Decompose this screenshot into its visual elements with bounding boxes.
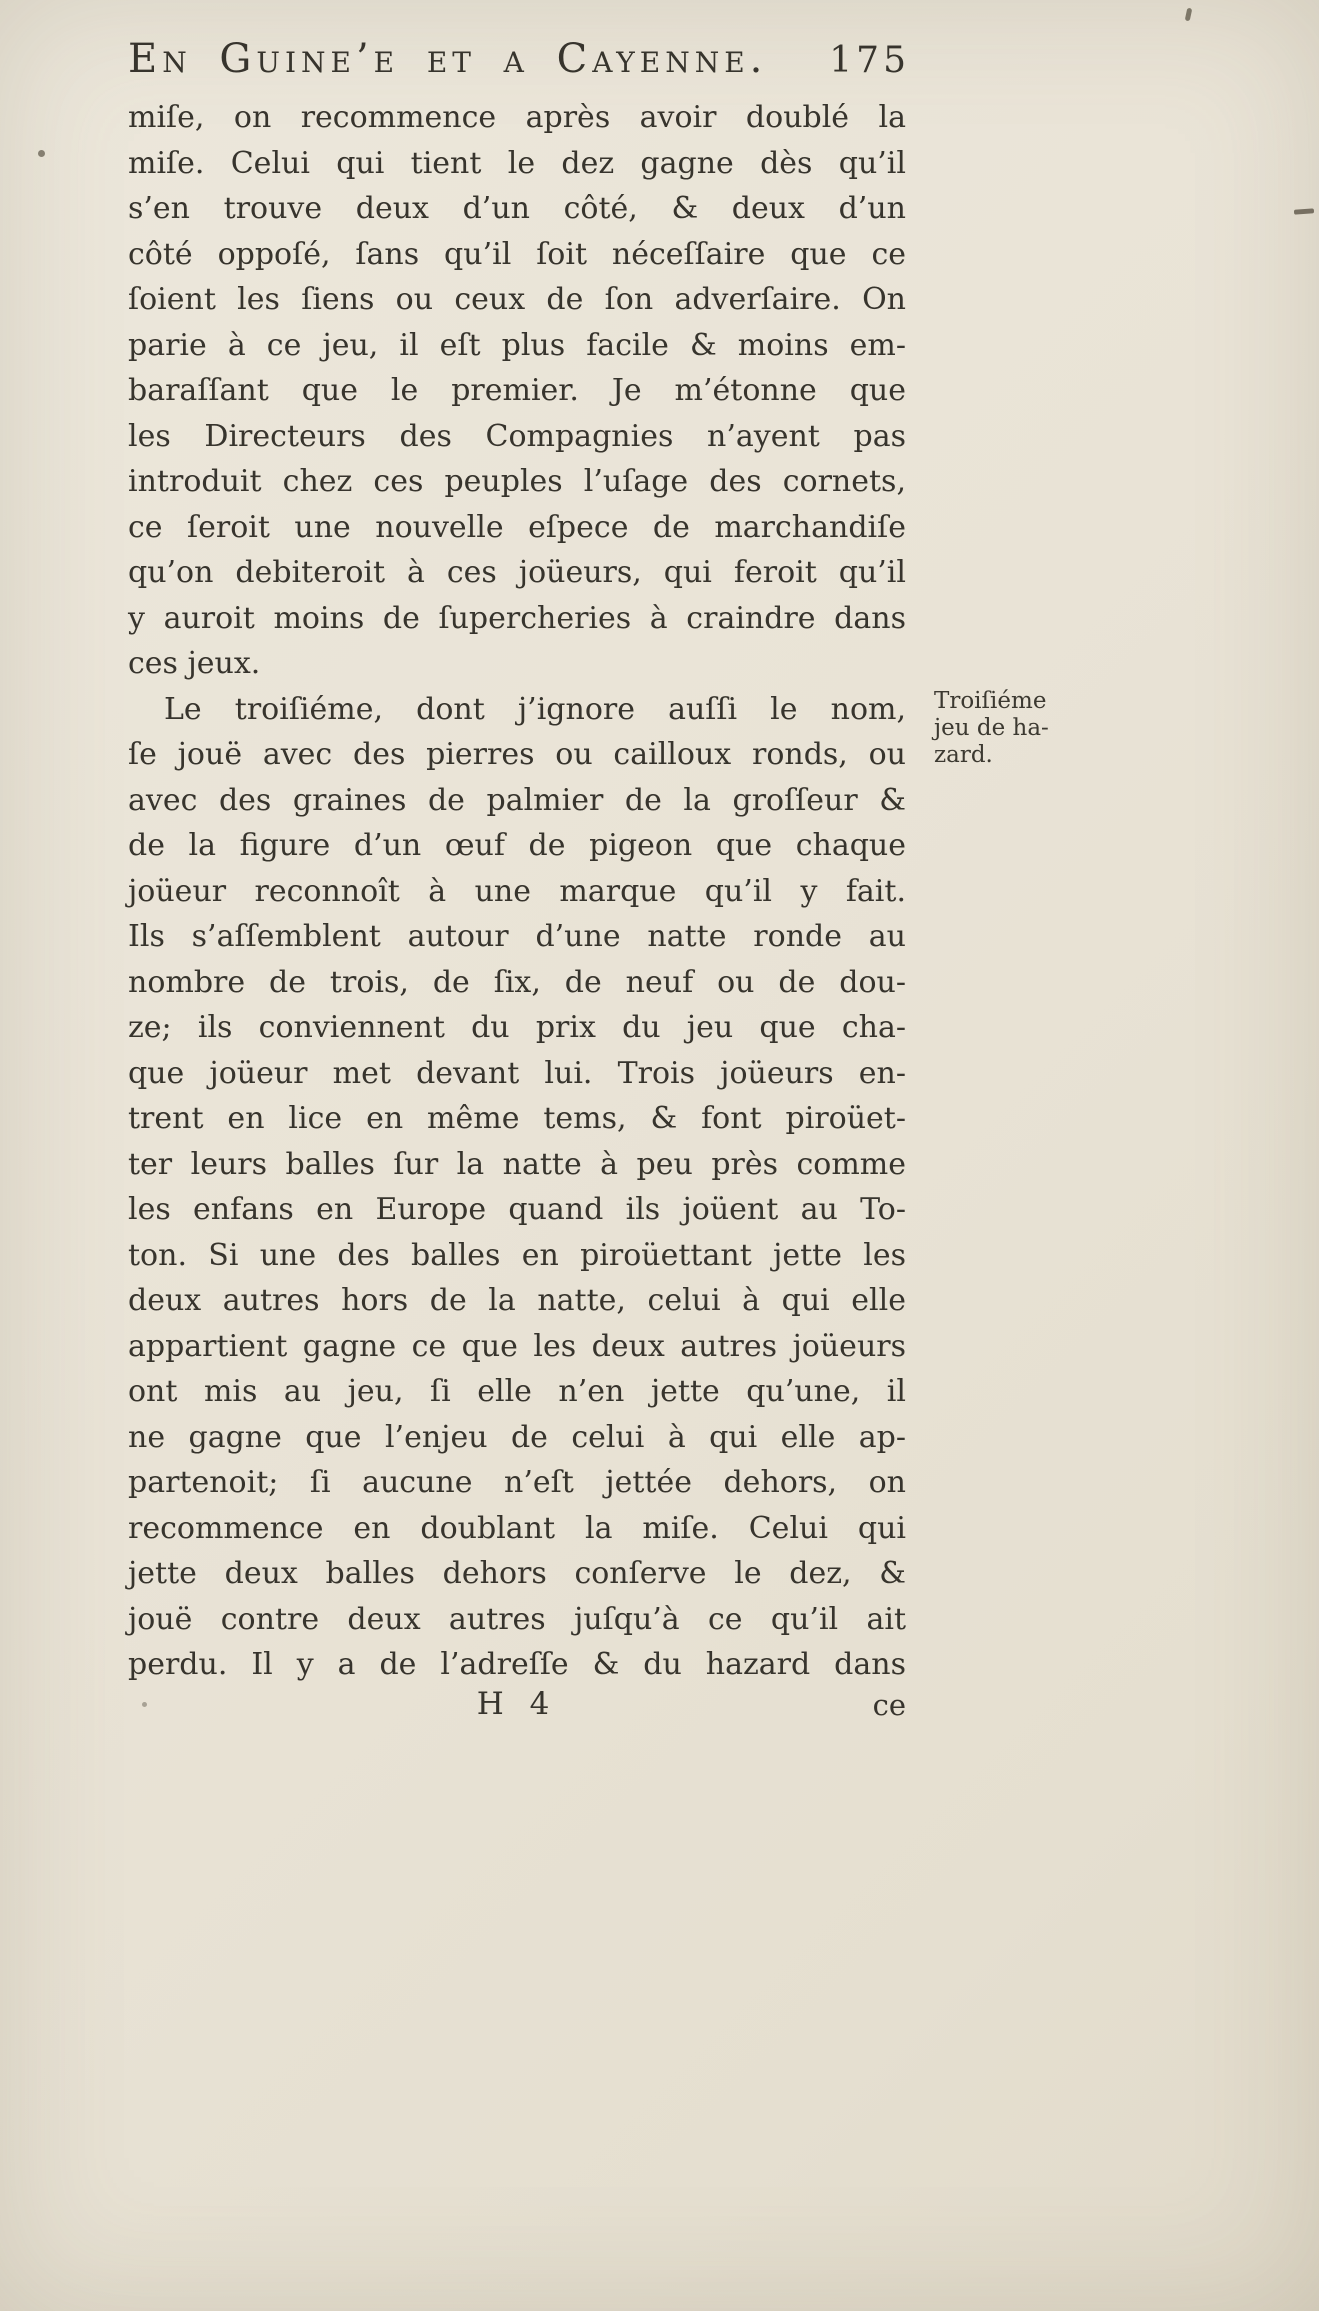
text-line: ont mis au jeu, ſi elle n’en jette qu’une, il: [128, 1374, 906, 1409]
text-line: trent en lice en même tems, & font piroüet-: [128, 1101, 906, 1136]
page-footer: [128, 1686, 906, 1736]
text-line: ces jeux.: [128, 646, 261, 681]
text-line: jouë contre deux autres juſqu’à ce qu’il ait: [128, 1601, 906, 1637]
text-line: ne gagne que l’enjeu de celui à qui elle ap-: [128, 1419, 906, 1455]
text-line: Le troiſiéme, dont j’ignore auſſi le nom,: [164, 691, 906, 727]
text-line: ton. Si une des balles en piroüettant jette les: [128, 1237, 906, 1273]
scan-artifact: [1294, 208, 1314, 214]
running-title: En Guine’e et a Cayenne.: [128, 36, 768, 82]
text-line: ze; ils conviennent du prix du jeu que cha-: [128, 1010, 906, 1045]
text-line: côté oppoſé, ſans qu’il ſoit néceſſaire que ce: [128, 236, 906, 272]
text-line: ſe jouë avec des pierres ou cailloux ronds, ou: [128, 737, 906, 772]
text-line: les enfans en Europe quand ils joüent au To-: [128, 1192, 906, 1227]
text-line: partenoit; ſi aucune n’eſt jettée dehors, on: [128, 1465, 906, 1500]
text-line: de la figure d’un œuf de pigeon que chaque: [128, 828, 906, 863]
text-line: parie à ce jeu, il eſt plus facile & moins em-: [128, 327, 906, 363]
text-line: miſe, on recommence après avoir doublé la: [128, 100, 906, 135]
margin-note-line: jeu de ha-: [934, 715, 1049, 741]
text-line: ſoient les ſiens ou ceux de ſon adverſaire. On: [128, 282, 906, 317]
page-header: [128, 36, 910, 82]
text-line: miſe. Celui qui tient le dez gagne dès qu’il: [128, 145, 906, 181]
text-line: Ils s’aſſemblent autour d’une natte ronde au: [128, 919, 906, 954]
scan-artifact: [1185, 8, 1193, 22]
text-line: recommence en doublant la miſe. Celui qui: [128, 1510, 906, 1546]
body-text: [128, 95, 906, 1688]
margin-note-line: Troiſiéme: [934, 688, 1047, 714]
text-line: y auroit moins de ſupercheries à craindre dans: [128, 600, 906, 636]
text-line: que joüeur met devant lui. Trois joüeurs en-: [128, 1055, 906, 1091]
signature-mark: H 4: [476, 1686, 558, 1722]
text-line: perdu. Il y a de l’adreſſe & du hazard dans: [128, 1647, 906, 1682]
text-line: s’en trouve deux d’un côté, & deux d’un: [128, 191, 906, 226]
text-line: baraſſant que le premier. Je m’étonne que: [128, 373, 906, 408]
text-line: deux autres hors de la natte, celui à qui elle: [128, 1283, 906, 1318]
text-line: appartient gagne ce que les deux autres joüeurs: [128, 1328, 906, 1364]
page-number: 175: [829, 40, 910, 81]
scan-artifact: [142, 1702, 147, 1707]
text-line: introduit chez ces peuples l’uſage des cornets,: [128, 464, 906, 499]
text-line: ce ſeroit une nouvelle eſpece de marchandiſe: [128, 509, 906, 545]
text-line: qu’on debiteroit à ces joüeurs, qui feroit qu’il: [128, 555, 906, 590]
margin-note: [934, 688, 1114, 769]
text-line: avec des graines de palmier de la groſſeur &: [128, 782, 906, 818]
scan-artifact: [38, 150, 45, 157]
text-line: jette deux balles dehors conſerve le dez, &: [128, 1556, 906, 1591]
text-line: les Directeurs des Compagnies n’ayent pas: [128, 418, 906, 454]
catchword: ce: [872, 1688, 906, 1722]
text-line: nombre de trois, de ſix, de neuf ou de dou-: [128, 964, 906, 1000]
margin-note-line: zard.: [934, 742, 993, 768]
text-line: joüeur reconnoît à une marque qu’il y fait.: [128, 873, 906, 909]
text-line: ter leurs balles ſur la natte à peu près comme: [128, 1146, 906, 1182]
